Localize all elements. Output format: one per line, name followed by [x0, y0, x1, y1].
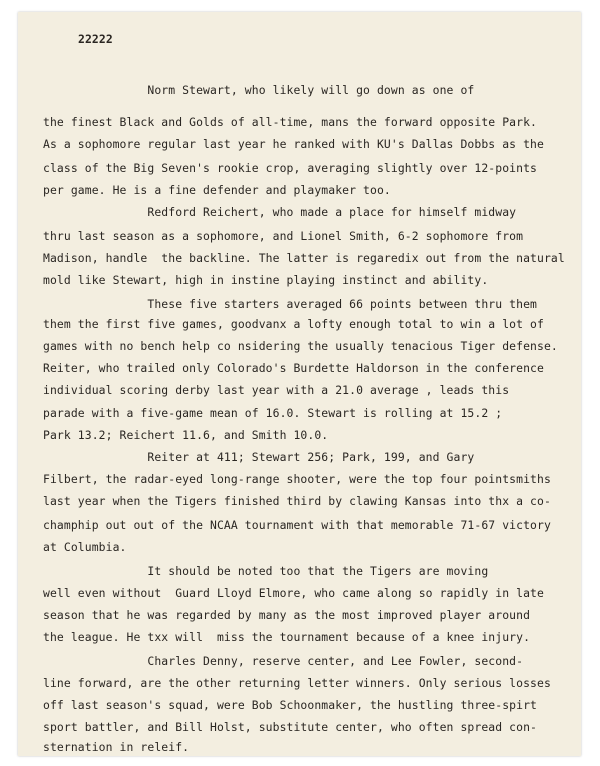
text-line: thru last season as a sophomore, and Lionel Smith, 6-2 sophomore from: [43, 229, 524, 243]
text-line: per game. He is a fine defender and playmaker too.: [43, 183, 391, 197]
text-line: parade with a five-game mean of 16.0. Stewart is rolling at 15.2 ;: [43, 406, 503, 420]
text-line: Norm Stewart, who likely will go down as one of: [43, 83, 475, 97]
text-line: season that he was regarded by many as the most improved player around: [43, 608, 531, 622]
text-line: last year when the Tigers finished third by clawing Kansas into thx a co-: [43, 494, 551, 508]
text-line: Madison, handle the backline. The latter is regaredix out from the natural: [43, 251, 565, 265]
text-line: well even without Guard Lloyd Elmore, who came along so rapidly in late: [43, 586, 544, 600]
text-line: games with no bench help co nsidering the usually tenacious Tiger defense.: [43, 339, 558, 353]
text-line: the finest Black and Golds of all-time, mans the forward opposite Park.: [43, 115, 537, 129]
text-line: Charles Denny, reserve center, and Lee Fowler, second-: [43, 654, 524, 668]
text-line: Filbert, the radar-eyed long-range shooter, were the top four pointsmiths: [43, 472, 551, 486]
text-line: sternation in releif.: [43, 740, 190, 754]
text-line: sport battler, and Bill Holst, substitute center, who often spread con-: [43, 720, 537, 734]
text-line: at Columbia.: [43, 540, 127, 554]
text-line: class of the Big Seven's rookie crop, averaging slightly over 12-points: [43, 161, 537, 175]
text-line: the league. He txx will miss the tournament because of a knee injury.: [43, 630, 531, 644]
text-line: These five starters averaged 66 points between thru them: [43, 297, 537, 311]
page-number: 22222: [78, 32, 113, 46]
text-line: Redford Reichert, who made a place for himself midway: [43, 205, 517, 219]
text-line: individual scoring derby last year with a 21.0 average , leads this: [43, 383, 510, 397]
text-line: line forward, are the other returning letter winners. Only serious losses: [43, 676, 551, 690]
text-line: It should be noted too that the Tigers are moving: [43, 564, 489, 578]
text-line: Park 13.2; Reichert 11.6, and Smith 10.0.: [43, 428, 329, 442]
text-line: mold like Stewart, high in instine playing instinct and ability.: [43, 273, 489, 287]
text-line: As a sophomore regular last year he ranked with KU's Dallas Dobbs as the: [43, 137, 544, 151]
text-line: Reiter, who trailed only Colorado's Burdette Haldorson in the conference: [43, 361, 544, 375]
text-line: Reiter at 411; Stewart 256; Park, 199, and Gary: [43, 450, 475, 464]
text-line: them the first five games, goodvanx a lofty enough total to win a lot of: [43, 317, 544, 331]
text-line: champhip out out of the NCAA tournament with that memorable 71-67 victory: [43, 518, 551, 532]
text-line: off last season's squad, were Bob Schoonmaker, the hustling three-spirt: [43, 698, 537, 712]
